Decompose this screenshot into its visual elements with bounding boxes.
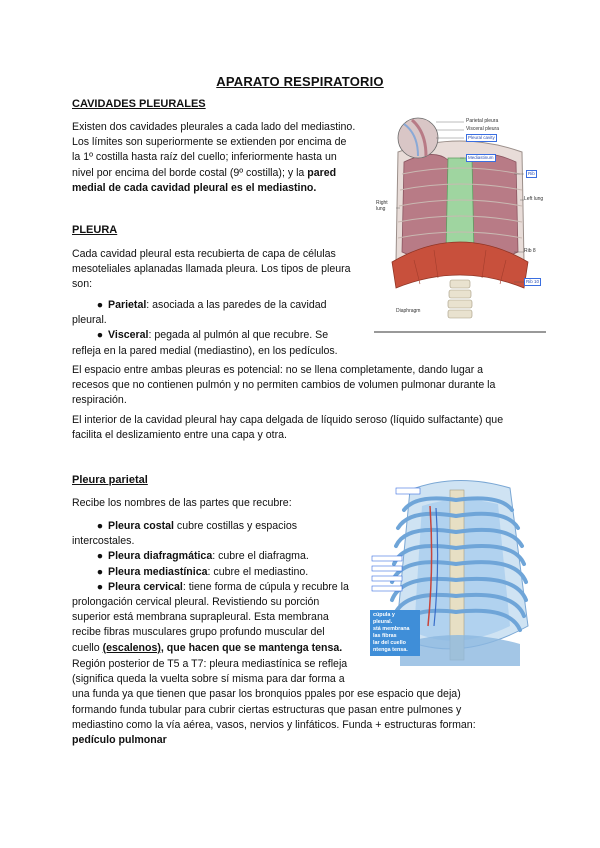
- bold-text: pared: [307, 166, 337, 179]
- note-line: cúpula y: [373, 612, 395, 618]
- text-line: la 1º costilla hasta raíz del cuello; inferiormente hasta un: [72, 151, 337, 164]
- underlined-term: (escalenos): [102, 641, 161, 654]
- bullet-term: Pleura diafragmática: [108, 550, 213, 563]
- text-line: superior está membrana suprapleural. Esta membrana: [72, 611, 329, 624]
- pleura-parietal-bullets: [72, 519, 372, 656]
- pleura-parietal-intro: Recibe los nombres de las partes que recubre:: [72, 497, 292, 509]
- pleura-paragraph-2: [72, 363, 542, 409]
- note-line: lar del cuello: [373, 640, 406, 646]
- section-heading-pleura-parietal: Pleura parietal: [72, 474, 148, 486]
- bullet-text: : pegada al pulmón al que recubre. Se: [148, 329, 329, 342]
- bullet-text: pleural.: [72, 314, 107, 327]
- figure-label: Diaphragm: [396, 308, 421, 314]
- figure-label: Left lung: [524, 196, 544, 202]
- bullet-term: Pleura cervical: [108, 580, 183, 593]
- bullet-text: : asociada a las paredes de la cavidad: [146, 299, 327, 311]
- note-line: las fibras: [373, 633, 397, 639]
- section-heading-pleura: PLEURA: [72, 224, 118, 236]
- text-line: (significa queda la vuelta sobre sí misma para dar forma a: [72, 673, 345, 686]
- bold-text: pedículo pulmonar: [72, 734, 167, 747]
- bullet-text: refleja en la pared medial (mediastino), en los pedículos.: [72, 344, 338, 357]
- thorax-illustration: [374, 112, 546, 334]
- text-line: respiración.: [72, 394, 127, 407]
- note-line: pleural.: [373, 619, 393, 625]
- text-line: formando funda tubular para cubrir ciertas estructuras que pasan entre pulmones y: [72, 703, 462, 716]
- list-item: ● Pleura mediastínica: cubre el mediastino.: [96, 565, 309, 578]
- pleural-cavities-figure: [374, 112, 546, 334]
- bullet-text: cubre costillas y espacios: [173, 520, 298, 532]
- text-line: Cada cavidad pleural esta recubierta de capa de células: [72, 248, 336, 260]
- figure-label-boxed: Mediastinum: [468, 155, 494, 160]
- bullet-text: : cubre el mediastino.: [207, 565, 309, 578]
- text-line: El interior de la cavidad pleural hay capa delgada de líquido seroso (líquido sulfactante) que: [72, 414, 504, 426]
- pleura-parietal-figure: [370, 476, 542, 672]
- text-line: Los límites son superiormente se extienden por encima de: [72, 136, 347, 149]
- text-line: son:: [72, 278, 93, 291]
- page-title: APARATO RESPIRATORIO: [216, 74, 384, 89]
- figure-label: Visceral pleura: [466, 126, 499, 132]
- bullet-text: intercostales.: [72, 535, 135, 548]
- list-item: ● Parietal: asociada a las paredes de la cavidad: [96, 299, 327, 311]
- bullet-term: Visceral: [108, 329, 149, 342]
- figure-label: Parietal pleura: [466, 118, 499, 124]
- list-item: ● Pleura diafragmática: cubre el diafragma.: [96, 550, 309, 563]
- figure-label: Right lung: [376, 200, 388, 212]
- bullet-text: : tiene forma de cúpula y recubre la: [182, 580, 349, 593]
- figure-label-boxed: Pleural cavity: [468, 135, 495, 140]
- figure-label: Rib 8: [524, 248, 536, 254]
- text-line: Región posterior de T5 a T7: pleura mediastínica se refleja: [72, 658, 348, 670]
- bullet-text: : cubre el diafragma.: [212, 550, 309, 563]
- text-line: cuello: [72, 641, 103, 654]
- note-line: ntenga tensa.: [373, 647, 408, 653]
- list-item: ● Pleura cervical: tiene forma de cúpula y recubre la: [96, 580, 349, 593]
- text-line: El espacio entre ambas pleuras es potencial: no se llena completamente, dando lugar a: [72, 364, 484, 376]
- text-line: mesoteliales aplanadas llamada pleura. Los tipos de pleura: [72, 263, 351, 276]
- text-line: nivel por encima del borde costal (9º costilla); y la: [72, 166, 308, 179]
- cavidades-paragraph: [72, 120, 382, 196]
- bold-text: , que hacen que se mantenga tensa.: [160, 641, 343, 654]
- text-line: recibe fibras musculares grupo profundo muscular del: [72, 626, 325, 639]
- list-item: ● Pleura costal cubre costillas y espacios: [96, 520, 298, 532]
- figure-label-boxed: Rib: [528, 171, 535, 176]
- figure-note: [370, 610, 420, 656]
- section-heading-cavidades: CAVIDADES PLEURALES: [72, 98, 206, 110]
- pleura-intro: [72, 247, 372, 293]
- text-line: mediastino como la vía aérea, vasos, nervios y linfáticos. Funda + estructuras forman:: [72, 718, 476, 731]
- bold-text: medial de cada cavidad pleural es el mediastino.: [72, 181, 317, 194]
- text-line: una funda ya que tienen que pasar los bronquios ppales por ese espacio que deja): [72, 688, 461, 701]
- bullet-term: Pleura mediastínica: [108, 565, 208, 578]
- text-line: recesos que no contienen pulmón y no permiten cambios de volumen pulmonar durante la: [72, 379, 496, 392]
- pleura-bullets: [72, 298, 372, 359]
- text-line: prolongación cervical pleural. Revistiendo su porción: [72, 596, 320, 609]
- bullet-term: Pleura costal: [108, 520, 174, 532]
- figure-label-boxed: Rib 10: [526, 279, 540, 284]
- pleura-paragraph-3: [72, 413, 542, 443]
- bullet-term: Parietal: [108, 299, 147, 311]
- note-line: stá membrana: [373, 626, 410, 632]
- list-item: ● Visceral: pegada al pulmón al que recubre. Se: [96, 329, 329, 342]
- text-line: Existen dos cavidades pleurales a cada lado del mediastino.: [72, 121, 356, 133]
- text-line: facilita el deslizamiento entre una capa y otra.: [72, 429, 287, 442]
